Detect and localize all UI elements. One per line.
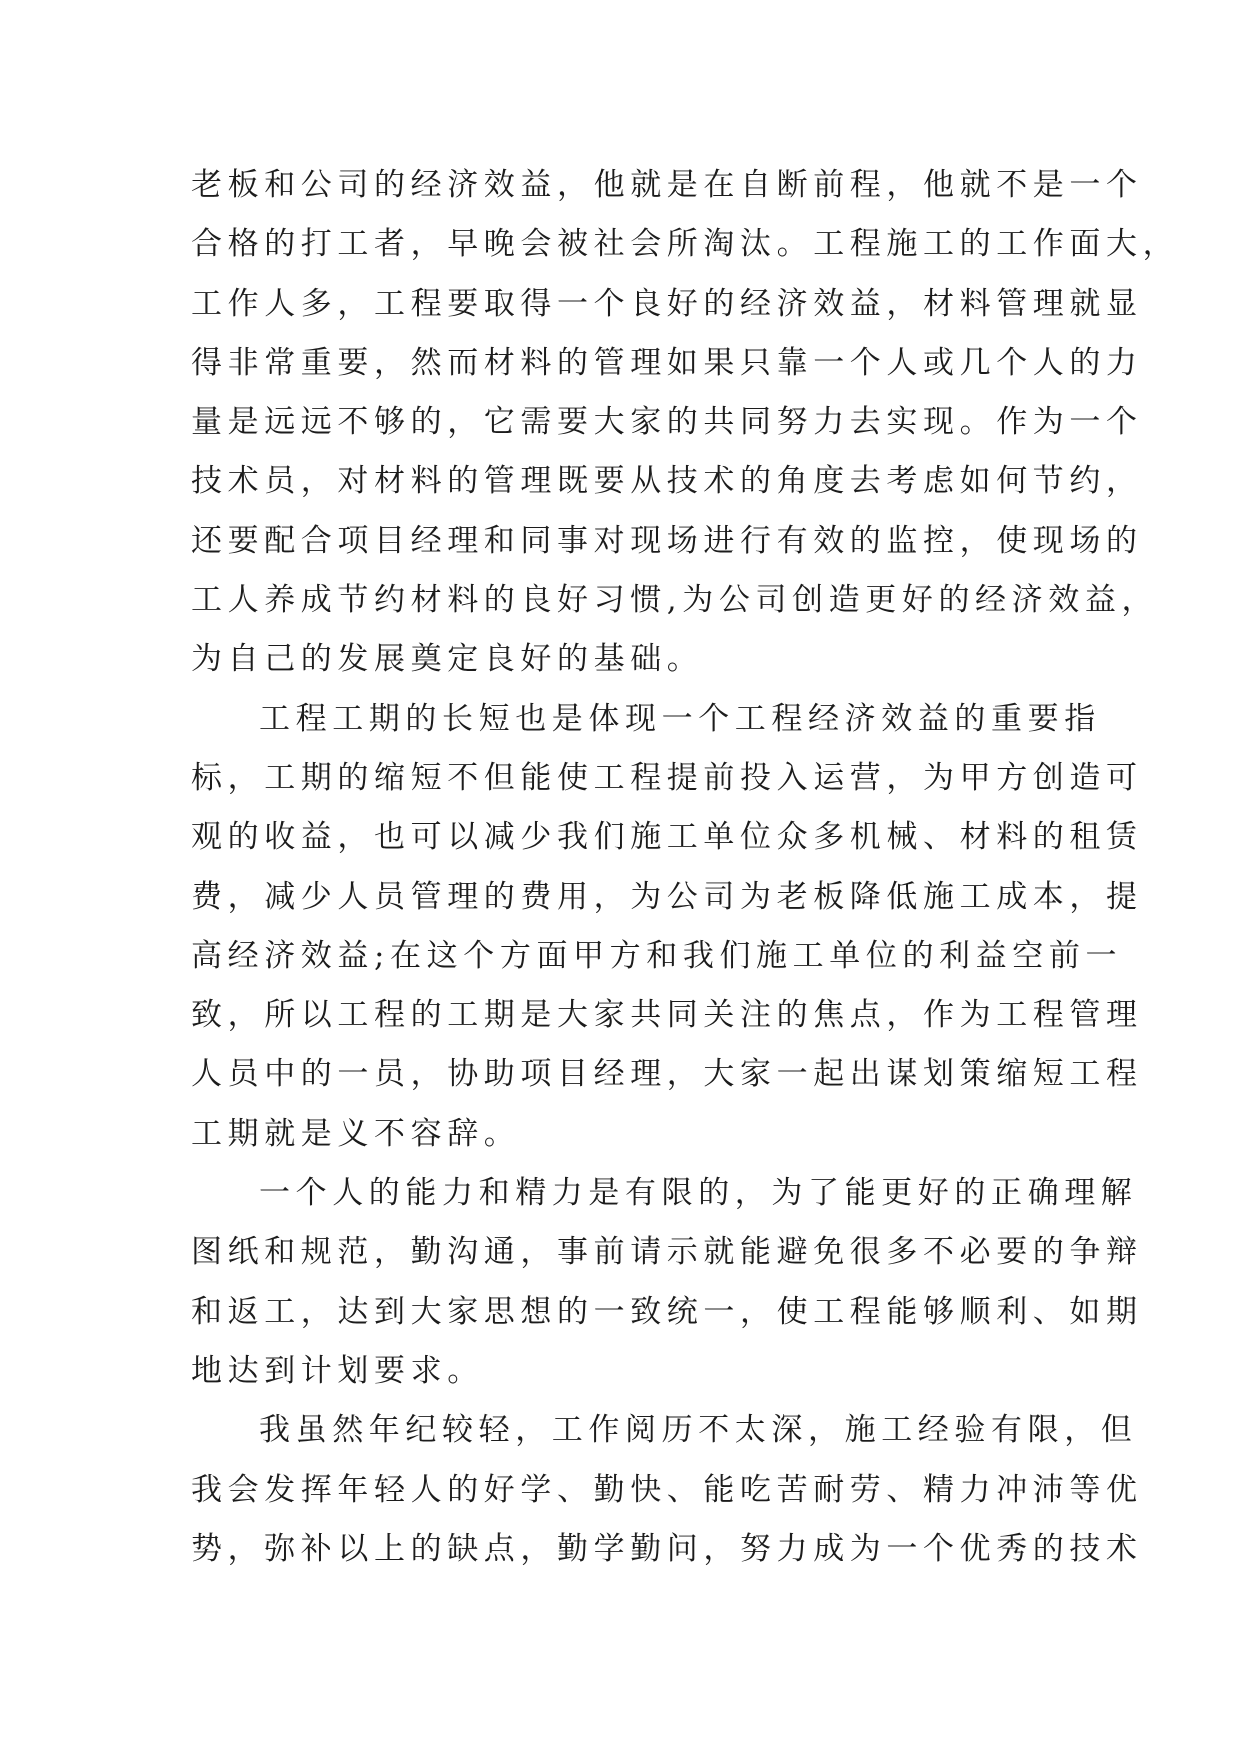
text-line: 工程工期的长短也是体现一个工程经济效益的重要指 bbox=[259, 700, 1101, 737]
body-text bbox=[191, 156, 1180, 1579]
text-line: 技术员，对材料的管理既要从技术的角度去考虑如何节约， bbox=[191, 463, 1143, 500]
text-line: 为自己的发展奠定良好的基础。 bbox=[191, 641, 704, 678]
text-line: 得非常重要，然而材料的管理如果只靠一个人或几个人的力 bbox=[191, 344, 1143, 381]
text-line: 工作人多，工程要取得一个良好的经济效益，材料管理就显 bbox=[191, 285, 1143, 322]
text-line: 合格的打工者，早晚会被社会所淘汰。工程施工的工作面大， bbox=[191, 226, 1180, 263]
paragraph-materials-management bbox=[191, 156, 1180, 690]
text-line: 高经济效益;在这个方面甲方和我们施工单位的利益空前一 bbox=[191, 937, 1123, 974]
text-line: 老板和公司的经济效益，他就是在自断前程，他就不是一个 bbox=[191, 167, 1143, 203]
text-line: 工期就是义不容辞。 bbox=[191, 1115, 521, 1152]
text-line: 还要配合项目经理和同事对现场进行有效的监控，使现场的 bbox=[191, 522, 1143, 559]
text-line: 地达到计划要求。 bbox=[191, 1352, 484, 1389]
text-line: 人员中的一员，协助项目经理，大家一起出谋划策缩短工程 bbox=[191, 1056, 1143, 1093]
text-line: 致，所以工程的工期是大家共同关注的焦点，作为工程管理 bbox=[191, 997, 1143, 1034]
text-line: 图纸和规范，勤沟通，事前请示就能避免很多不必要的争辩 bbox=[191, 1234, 1143, 1271]
paragraph-construction-schedule bbox=[191, 690, 1143, 1164]
text-line: 费，减少人员管理的费用，为公司为老板降低施工成本，提 bbox=[191, 878, 1143, 915]
text-line: 势，弥补以上的缺点，勤学勤问，努力成为一个优秀的技术 bbox=[191, 1530, 1143, 1567]
text-line: 量是远远不够的，它需要大家的共同努力去实现。作为一个 bbox=[191, 404, 1143, 441]
text-line: 我虽然年纪较轻，工作阅历不太深，施工经验有限，但 bbox=[259, 1412, 1138, 1449]
text-line: 标，工期的缩短不但能使工程提前投入运营，为甲方创造可 bbox=[191, 759, 1143, 796]
text-line: 一个人的能力和精力是有限的，为了能更好的正确理解 bbox=[259, 1175, 1138, 1212]
text-line: 我会发挥年轻人的好学、勤快、能吃苦耐劳、精力冲沛等优 bbox=[191, 1471, 1143, 1508]
paragraph-communication bbox=[191, 1164, 1143, 1401]
text-line: 观的收益，也可以减少我们施工单位众多机械、材料的租赁 bbox=[191, 819, 1143, 856]
text-line: 和返工，达到大家思想的一致统一，使工程能够顺利、如期 bbox=[191, 1293, 1143, 1330]
text-line: 工人养成节约材料的良好习惯,为公司创造更好的经济效益， bbox=[191, 582, 1159, 619]
paragraph-self-improvement bbox=[191, 1401, 1143, 1579]
